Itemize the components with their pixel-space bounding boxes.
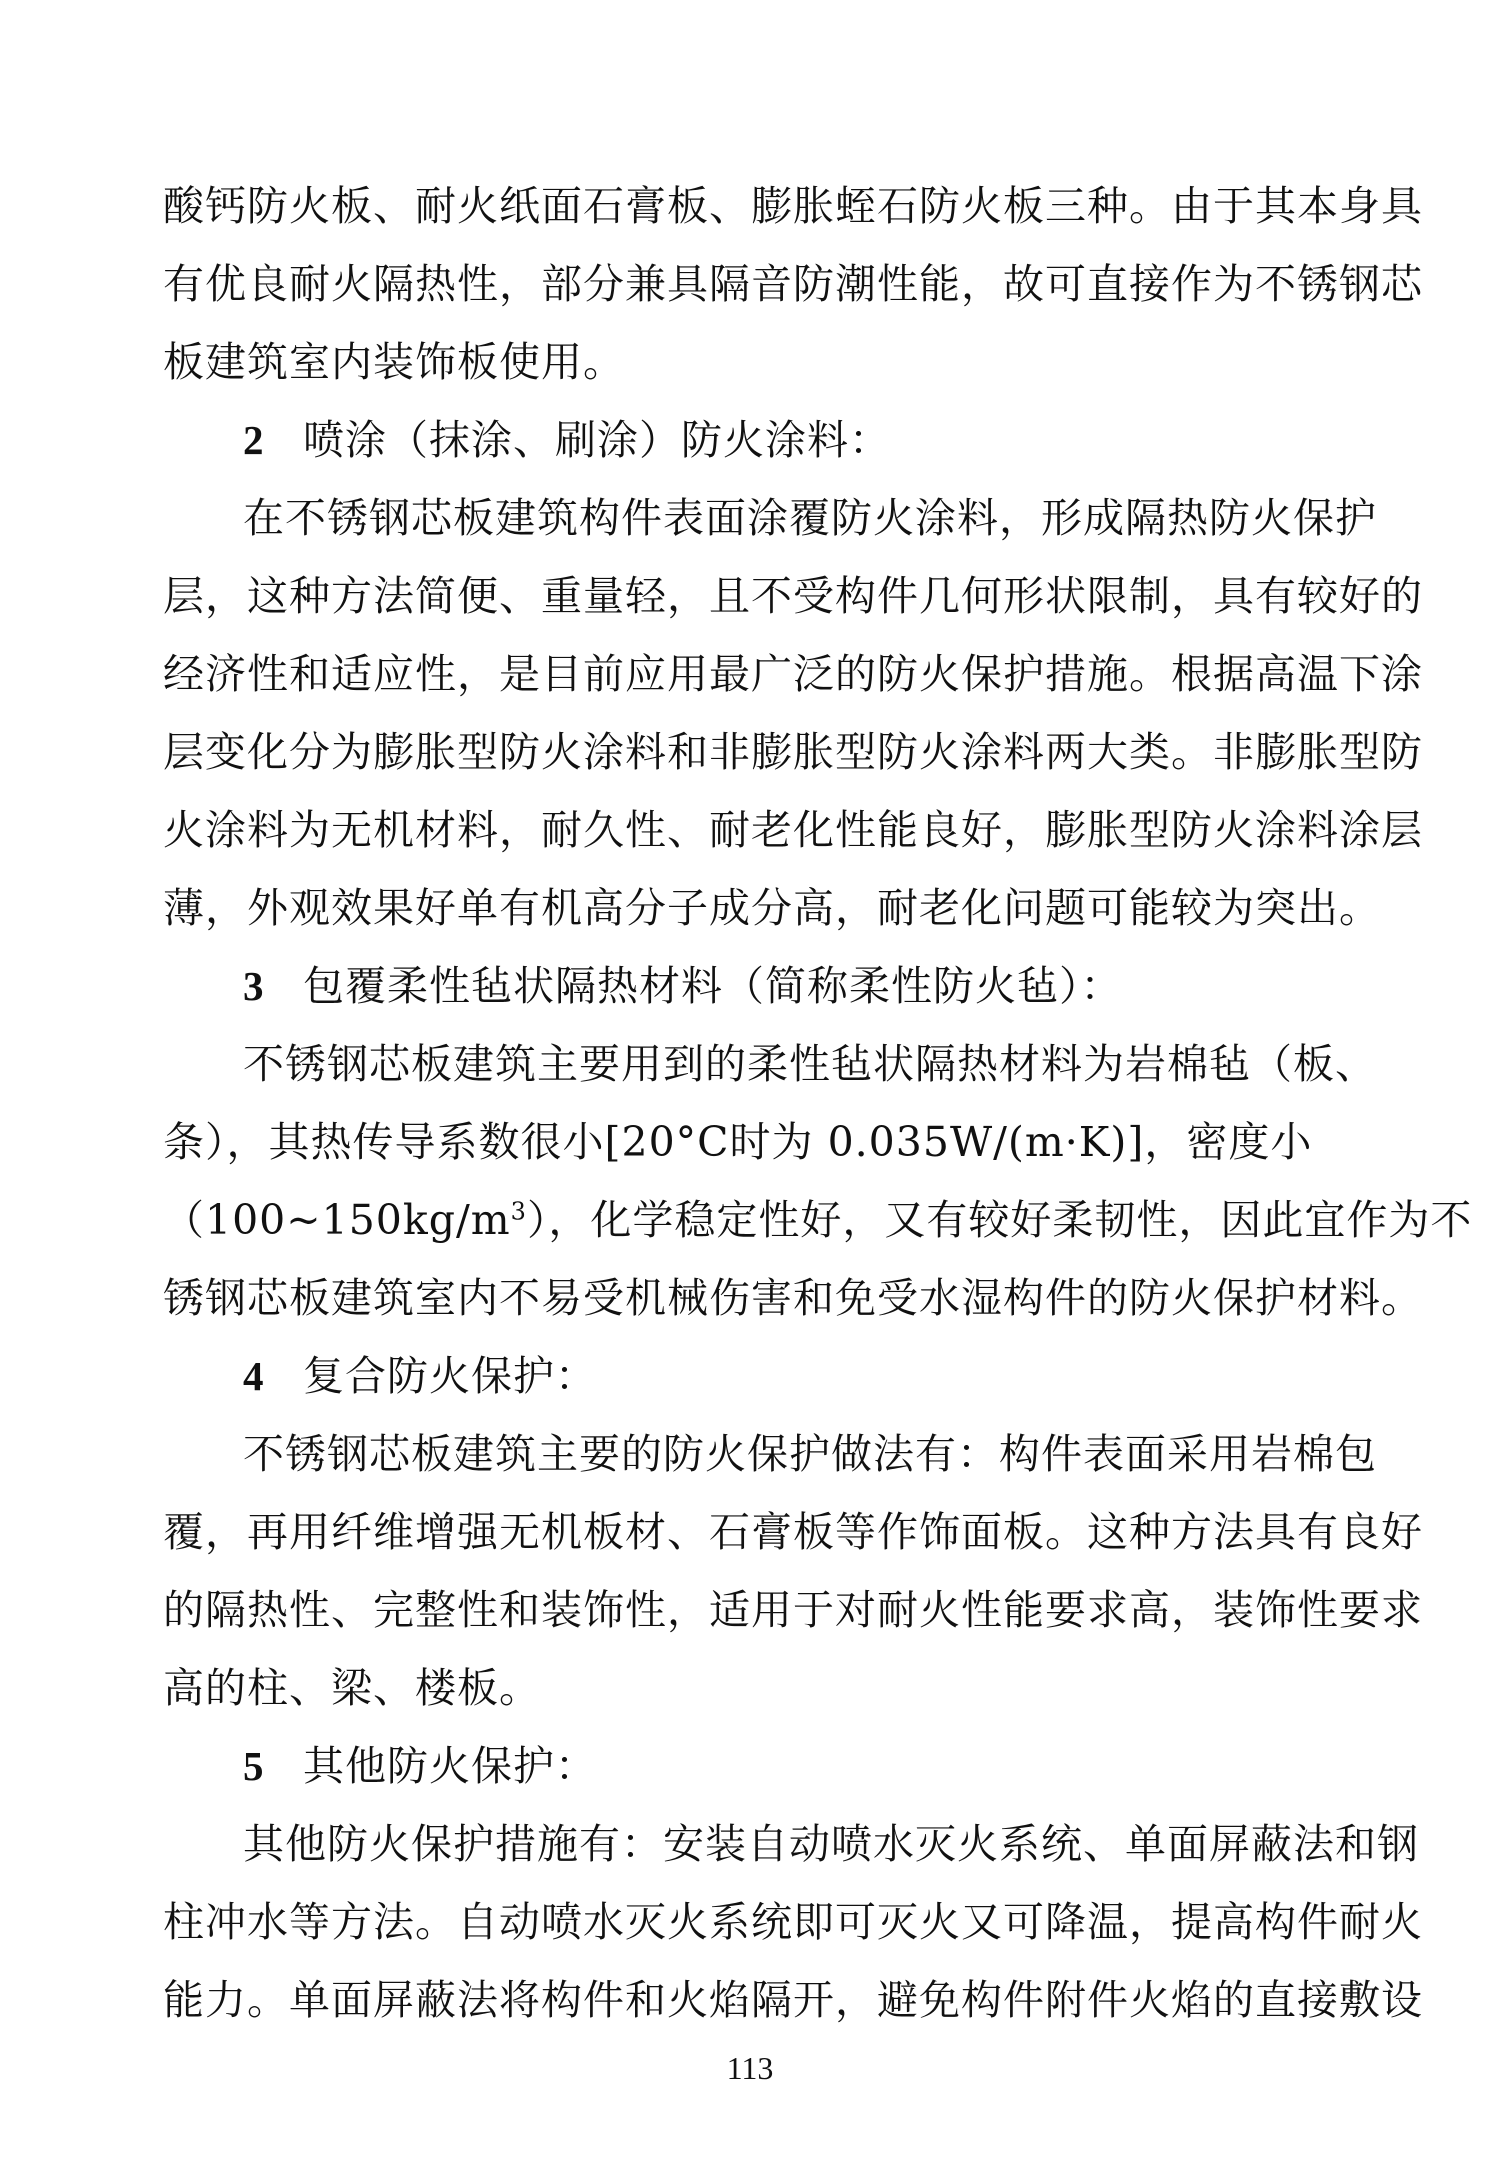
- section-heading-5: [243, 1740, 1423, 1792]
- text-segment: ），化学稳定性好，又有较好柔韧性，因此宜作为不: [526, 1196, 1473, 1244]
- paragraph-line: 的隔热性、完整性和装饰性，适用于对耐火性能要求高，装饰性要求: [163, 1586, 1423, 1634]
- paragraph-line: 酸钙防火板、耐火纸面石膏板、膨胀蛭石防火板三种。由于其本身具: [163, 182, 1423, 230]
- paragraph-line: 在不锈钢芯板建筑构件表面涂覆防火涂料，形成隔热防火保护: [243, 494, 1377, 542]
- paragraph-line: 不锈钢芯板建筑主要的防火保护做法有：构件表面采用岩棉包: [243, 1430, 1377, 1478]
- section-number: 2: [243, 417, 265, 463]
- paragraph-line: 层，这种方法简便、重量轻，且不受构件几何形状限制，具有较好的: [163, 572, 1423, 620]
- paragraph-line: 不锈钢芯板建筑主要用到的柔性毡状隔热材料为岩棉毡（板、: [243, 1040, 1377, 1088]
- section-title: 包覆柔性毡状隔热材料（简称柔性防火毡）：: [303, 962, 1123, 1010]
- paragraph-line: 有优良耐火隔热性，部分兼具隔音防潮性能，故可直接作为不锈钢芯: [163, 260, 1423, 308]
- section-title: 其他防火保护：: [303, 1742, 597, 1790]
- section-number: 5: [243, 1743, 265, 1789]
- section-heading-4: [243, 1350, 1423, 1402]
- page-number: 113: [726, 2050, 774, 2086]
- section-heading-3: [243, 960, 1423, 1012]
- paragraph-line: 高的柱、梁、楼板。: [163, 1664, 541, 1712]
- paragraph-line: 能力。单面屏蔽法将构件和火焰隔开，避免构件附件火焰的直接敷设: [163, 1976, 1423, 2024]
- paragraph-line: 火涂料为无机材料，耐久性、耐老化性能良好，膨胀型防火涂料涂层: [163, 806, 1423, 854]
- section-number: 3: [243, 963, 265, 1009]
- paragraph-line: 覆，再用纤维增强无机板材、石膏板等作饰面板。这种方法具有良好: [163, 1508, 1423, 1556]
- paragraph-line: 柱冲水等方法。自动喷水灭火系统即可灭火又可降温，提高构件耐火: [163, 1898, 1423, 1946]
- section-title: 复合防火保护：: [303, 1352, 597, 1400]
- paragraph-line: 条），其热传导系数很小[20°C时为 0.035W/(m·K)]，密度小: [163, 1118, 1313, 1166]
- superscript: 3: [510, 1197, 527, 1226]
- paragraph-line: [163, 1194, 1473, 1246]
- paragraph-line: 层变化分为膨胀型防火涂料和非膨胀型防火涂料两大类。非膨胀型防: [163, 728, 1423, 776]
- paragraph-line: 锈钢芯板建筑室内不易受机械伤害和免受水湿构件的防火保护材料。: [163, 1274, 1423, 1322]
- paragraph-line: 其他防火保护措施有：安装自动喷水灭火系统、单面屏蔽法和钢: [243, 1820, 1419, 1868]
- paragraph-line: 薄，外观效果好单有机高分子成分高，耐老化问题可能较为突出。: [163, 884, 1381, 932]
- section-title: 喷涂（抹涂、刷涂）防火涂料：: [303, 416, 891, 464]
- text-segment: （100~150kg/m: [163, 1196, 511, 1244]
- section-heading-2: [243, 414, 1423, 466]
- section-number: 4: [243, 1353, 265, 1399]
- paragraph-line: 板建筑室内装饰板使用。: [163, 338, 625, 386]
- paragraph-line: 经济性和适应性，是目前应用最广泛的防火保护措施。根据高温下涂: [163, 650, 1423, 698]
